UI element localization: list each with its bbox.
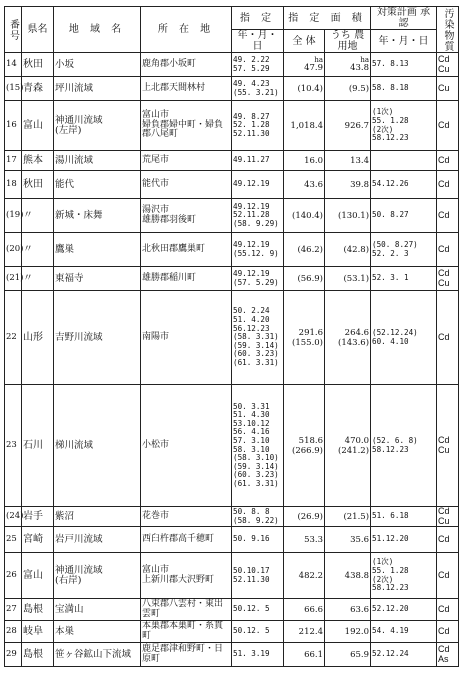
designation-dates-cell: 50.12. 5: [232, 621, 284, 643]
designation-dates-cell: 51. 3.19: [232, 643, 284, 667]
location-header: 所 在 地: [141, 7, 232, 53]
plan-approval-cell: 50. 8.27: [371, 199, 437, 233]
total-area-cell: 518.6 (266.9): [284, 385, 325, 507]
table-row: [5, 621, 459, 643]
designation-dates-cell: 49.12.19 (55.12. 9): [232, 233, 284, 267]
designation-dates-cell: 49. 2.22 57. 5.29: [232, 53, 284, 77]
total-area-cell: (46.2): [284, 233, 325, 267]
total-area-cell: 482.2: [284, 553, 325, 599]
designation-dates-cell: 50. 8. 8 (58. 9.22): [232, 507, 284, 527]
location-cell: 鹿角郡小坂町: [141, 53, 232, 77]
pollutant-cell: Cd Cu: [437, 53, 459, 77]
pollutant-cell: Cd: [437, 171, 459, 199]
row-number: 18: [5, 171, 22, 199]
total-area-cell: (140.4): [284, 199, 325, 233]
row-number: (20): [5, 233, 22, 267]
area-name-cell: 湯川流域: [54, 151, 141, 171]
area-name-cell: 梯川流域: [54, 385, 141, 507]
farmland-area-cell: 63.6: [325, 599, 371, 621]
designation-dates-cell: 49.12.19 (57. 5.29): [232, 267, 284, 291]
total-area-cell: (10.4): [284, 77, 325, 101]
prefecture-cell: 秋田: [22, 171, 54, 199]
table-row: [5, 599, 459, 621]
farmland-area-cell: 65.9: [325, 643, 371, 667]
table-body: [5, 53, 459, 667]
area-name-cell: 宝満山: [54, 599, 141, 621]
prefecture-cell: 富山: [22, 101, 54, 151]
pollutant-cell: Cu: [437, 77, 459, 101]
location-cell: 富山市 上新川郡大沢野町: [141, 553, 232, 599]
plan-approval-cell: 58. 8.18: [371, 77, 437, 101]
plan-approval-cell: 57. 8.13: [371, 53, 437, 77]
total-area-cell: 66.1: [284, 643, 325, 667]
row-number: 16: [5, 101, 22, 151]
table-row: [5, 291, 459, 385]
total-area-cell: [284, 53, 325, 77]
location-cell: 小松市: [141, 385, 232, 507]
designation-dates-cell: 50. 2.24 51. 4.20 56.12.23 (58. 3.31) (59. 3.14) (60. 3.23) (61. 3.31): [232, 291, 284, 385]
location-cell: 湯沢市 雄勝郡羽後町: [141, 199, 232, 233]
designated-area-header: 指 定 面 積: [284, 7, 371, 30]
prefecture-cell: 岐阜: [22, 621, 54, 643]
unit-label: ha: [360, 55, 370, 64]
table-row: [5, 233, 459, 267]
table-row: [5, 199, 459, 233]
total-area-cell: 43.6: [284, 171, 325, 199]
total-area-cell: (26.9): [284, 507, 325, 527]
row-number: 28: [5, 621, 22, 643]
unit-label: ha: [314, 55, 323, 64]
plan-approval-cell: 54. 4.19: [371, 621, 437, 643]
table-row: [5, 53, 459, 77]
farmland-area-cell: (42.8): [325, 233, 371, 267]
area-name-cell: 岩戸川流域: [54, 527, 141, 553]
prefecture-header: 県名: [22, 7, 54, 53]
designation-dates-cell: 50. 3.31 51. 4.30 53.10.12 56. 4.16 57. 3.10 58. 3.10 (58. 3.10) (59. 3.14) (60. 3.23) (61. 3.31): [232, 385, 284, 507]
location-cell: 雄勝郡稲川町: [141, 267, 232, 291]
prefecture-cell: 島根: [22, 643, 54, 667]
total-area-cell: 66.6: [284, 599, 325, 621]
farmland-area-cell: 13.4: [325, 151, 371, 171]
designation-header: 指 定: [232, 7, 284, 30]
table-row: [5, 77, 459, 101]
plan-approval-cell: (52. 6. 8) 58.12.23: [371, 385, 437, 507]
table-row: [5, 507, 459, 527]
farmland-area-cell: (53.1): [325, 267, 371, 291]
designation-table-page: [4, 6, 458, 667]
table-row: [5, 527, 459, 553]
pollutant-cell: Cd Cu: [437, 267, 459, 291]
row-number: 29: [5, 643, 22, 667]
row-number: 26: [5, 553, 22, 599]
table-row: [5, 101, 459, 151]
number-header: 番号: [5, 7, 22, 53]
farmland-area-cell: 39.8: [325, 171, 371, 199]
prefecture-cell: 〃: [22, 233, 54, 267]
location-cell: 能代市: [141, 171, 232, 199]
area-name-cell: 坪川流域: [54, 77, 141, 101]
table-row: [5, 643, 459, 667]
plan-approval-header: 対策計画 承 認: [371, 7, 437, 30]
total-area-cell: 16.0: [284, 151, 325, 171]
plan-approval-cell: [371, 151, 437, 171]
location-cell: 本巣郡本巣町・糸貫町: [141, 621, 232, 643]
prefecture-cell: 島根: [22, 599, 54, 621]
prefecture-cell: 富山: [22, 553, 54, 599]
row-number: 27: [5, 599, 22, 621]
farmland-header: うち 農用地: [325, 30, 371, 53]
row-number: 23: [5, 385, 22, 507]
plan-approval-cell: 54.12.26: [371, 171, 437, 199]
pollutant-cell: Cd: [437, 621, 459, 643]
pollutant-cell: Cd: [437, 233, 459, 267]
pollutant-cell: Cd: [437, 199, 459, 233]
plan-approval-cell: 52.12.24: [371, 643, 437, 667]
plan-approval-cell: 51.12.20: [371, 527, 437, 553]
location-cell: 八束郡八雲村・東出雲町: [141, 599, 232, 621]
prefecture-cell: 岩手: [22, 507, 54, 527]
designation-dates-cell: 49.12.19 52.11.28 (58. 9.29): [232, 199, 284, 233]
prefecture-cell: 山形: [22, 291, 54, 385]
prefecture-cell: 宮崎: [22, 527, 54, 553]
plan-approval-cell: (1次) 55. 1.28 (2次) 58.12.23: [371, 553, 437, 599]
plan-approval-cell: 51. 6.18: [371, 507, 437, 527]
table-row: [5, 553, 459, 599]
total-area-cell: 212.4: [284, 621, 325, 643]
pollutant-cell: Cd: [437, 151, 459, 171]
pollutant-cell: Cd: [437, 101, 459, 151]
plan-approval-cell: 52.12.20: [371, 599, 437, 621]
row-number: (21): [5, 267, 22, 291]
area-name-cell: 吉野川流域: [54, 291, 141, 385]
total-area-cell: 1,018.4: [284, 101, 325, 151]
prefecture-cell: 〃: [22, 199, 54, 233]
designation-dates-cell: 50.10.17 52.11.30: [232, 553, 284, 599]
area-name-cell: 東福寺: [54, 267, 141, 291]
prefecture-cell: 青森: [22, 77, 54, 101]
pollutant-cell: Cd: [437, 553, 459, 599]
pollutant-cell: Cd: [437, 527, 459, 553]
area-name-cell: 鷹巣: [54, 233, 141, 267]
pollutant-header: 汚染物質: [437, 7, 459, 53]
farmland-area-cell: 926.7: [325, 101, 371, 151]
total-area-cell: (56.9): [284, 267, 325, 291]
designation-dates-cell: 50. 9.16: [232, 527, 284, 553]
table-row: [5, 171, 459, 199]
farmland-area-cell: (130.1): [325, 199, 371, 233]
designation-dates-cell: 49. 4.23 (55. 3.21): [232, 77, 284, 101]
prefecture-cell: 〃: [22, 267, 54, 291]
prefecture-cell: 石川: [22, 385, 54, 507]
area-header: 地 域 名: [54, 7, 141, 53]
plan-approval-cell: 52. 3. 1: [371, 267, 437, 291]
pollutant-cell: Cd Cu: [437, 385, 459, 507]
location-cell: 北秋田郡鷹巣町: [141, 233, 232, 267]
location-cell: 西臼杵郡高千穂町: [141, 527, 232, 553]
row-number: 22: [5, 291, 22, 385]
designation-date-header: 年・月・日: [232, 30, 284, 53]
location-cell: 上北郡天間林村: [141, 77, 232, 101]
designation-dates-cell: 50.12. 5: [232, 599, 284, 621]
area-name-cell: 神通川流域 (右岸): [54, 553, 141, 599]
row-number: 25: [5, 527, 22, 553]
farmland-area-cell: 438.8: [325, 553, 371, 599]
area-value: 47.9: [304, 62, 323, 73]
pollutant-cell: Cd: [437, 599, 459, 621]
pollutant-cell: Cd: [437, 291, 459, 385]
area-name-cell: 小坂: [54, 53, 141, 77]
farmland-area-cell: 192.0: [325, 621, 371, 643]
location-cell: 花巻市: [141, 507, 232, 527]
plan-approval-cell: (50. 8.27) 52. 2. 3: [371, 233, 437, 267]
area-name-cell: 能代: [54, 171, 141, 199]
farmland-area-cell: [325, 53, 371, 77]
area-value: 43.8: [350, 62, 370, 73]
farmland-area-cell: 470.0 (241.2): [325, 385, 371, 507]
plan-approval-cell: (52.12.24) 60. 4.10: [371, 291, 437, 385]
designation-dates-cell: 49. 8.27 52. 1.28 52.11.30: [232, 101, 284, 151]
row-number: 17: [5, 151, 22, 171]
area-name-cell: 本巣: [54, 621, 141, 643]
prefecture-cell: 熊本: [22, 151, 54, 171]
farmland-area-cell: (21.5): [325, 507, 371, 527]
area-name-cell: 新城・床舞: [54, 199, 141, 233]
row-number: 14: [5, 53, 22, 77]
total-header: 全 体: [284, 30, 325, 53]
plan-approval-cell: (1次) 55. 1.28 (2次) 58.12.23: [371, 101, 437, 151]
farmland-area-cell: 264.6 (143.6): [325, 291, 371, 385]
designation-dates-cell: 49.11.27: [232, 151, 284, 171]
area-name-cell: 神通川流域 (左岸): [54, 101, 141, 151]
row-number: (24): [5, 507, 22, 527]
designation-table: [4, 6, 459, 667]
row-number: (19): [5, 199, 22, 233]
location-cell: 荒尾市: [141, 151, 232, 171]
location-cell: 南陽市: [141, 291, 232, 385]
location-cell: 鹿足郡津和野町・日原町: [141, 643, 232, 667]
table-header: [5, 7, 459, 53]
pollutant-cell: Cd As: [437, 643, 459, 667]
plan-date-header: 年・月・日: [371, 30, 437, 53]
row-number: (15): [5, 77, 22, 101]
location-cell: 富山市 婦負郡婦中町・婦負郡八尾町: [141, 101, 232, 151]
prefecture-cell: 秋田: [22, 53, 54, 77]
designation-dates-cell: 49.12.19: [232, 171, 284, 199]
farmland-area-cell: (9.5): [325, 77, 371, 101]
area-name-cell: 紫沼: [54, 507, 141, 527]
table-row: [5, 267, 459, 291]
table-row: [5, 385, 459, 507]
table-row: [5, 151, 459, 171]
total-area-cell: 291.6 (155.0): [284, 291, 325, 385]
area-name-cell: 笹ヶ谷鉱山下流域: [54, 643, 141, 667]
pollutant-cell: Cd Cu: [437, 507, 459, 527]
total-area-cell: 53.3: [284, 527, 325, 553]
farmland-area-cell: 35.6: [325, 527, 371, 553]
